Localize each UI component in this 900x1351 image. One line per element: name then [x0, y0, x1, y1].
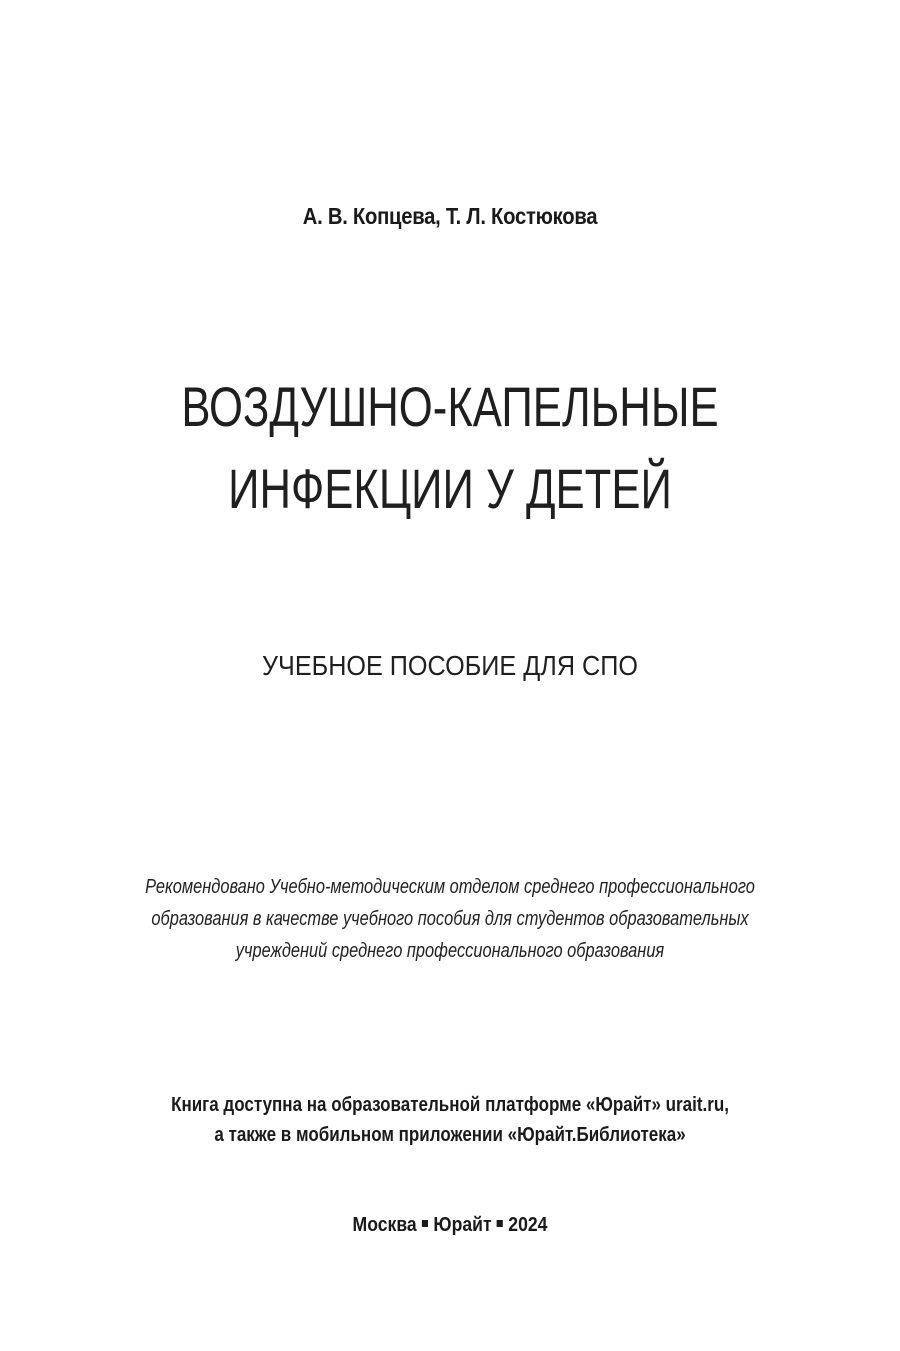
separator-square-icon — [497, 1220, 503, 1227]
recommendation-line-3: учреждений среднего профессионального образования — [235, 940, 665, 962]
authors: А. В. Копцева, Т. Л. Костюкова — [302, 203, 598, 229]
imprint-city: Москва — [352, 1214, 417, 1236]
imprint-publisher: Юрайт — [433, 1214, 492, 1236]
book-title-line-2: ИНФЕКЦИИ У ДЕТЕЙ — [228, 457, 672, 520]
availability-line-1: Книга доступна на образовательной платформе «Юрайт» urait.ru, — [171, 1094, 729, 1116]
book-title-line-1: ВОЗДУШНО-КАПЕЛЬНЫЕ — [181, 375, 719, 438]
availability-line-2: а также в мобильном приложении «Юрайт.Библиотека» — [214, 1124, 686, 1146]
recommendation-line-1: Рекомендовано Учебно-методическим отделом среднего профессионального — [145, 876, 755, 898]
imprint — [54, 1214, 846, 1237]
book-subtitle: УЧЕБНОЕ ПОСОБИЕ ДЛЯ СПО — [262, 650, 638, 681]
recommendation-line-2: образования в качестве учебного пособия для студентов образовательных — [151, 908, 749, 930]
separator-square-icon — [422, 1220, 428, 1227]
imprint-year: 2024 — [508, 1214, 548, 1236]
